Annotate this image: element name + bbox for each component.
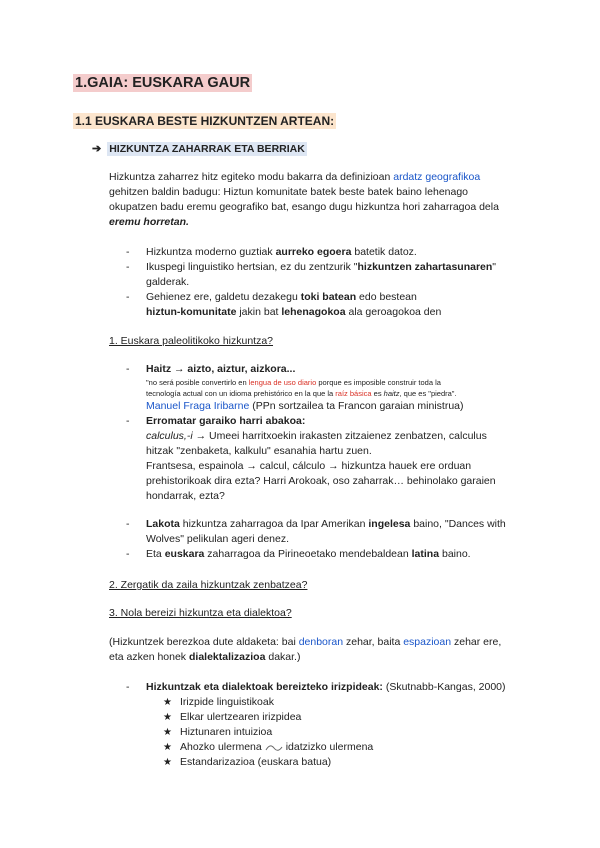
star-icon: ★ (163, 712, 172, 723)
criteria-sublist (163, 695, 373, 770)
list-item: - Eta euskara zaharragoa da Pirineoetako mendebaldean latina baino. (126, 547, 556, 562)
dialect-paragraph: (Hizkuntzek berezkoa dute aldaketa: bai denboran zehar, baita espazioan zehar ere, eta azken honek dialektalizazioa dakar.) (109, 636, 502, 663)
arrow-icon: ➔ (92, 143, 102, 155)
list-examples (126, 517, 556, 562)
list-item: ★ Elkar ulertzearen irizpidea (163, 711, 302, 723)
link-manuel-fraga[interactable]: Manuel Fraga Iribarne (146, 400, 250, 412)
question-1: 1. Euskara paleolitikoko hizkuntza? (109, 335, 274, 347)
list-item: - Gehienez ere, galdetu dezakegu toki batean edo bestean hiztun-komunitate jakin bat lehenagokoa ala geroagokoa den (126, 290, 556, 320)
subsection-label: HIZKUNTZA ZAHARRAK ETA BERRIAK (109, 143, 305, 155)
star-icon: ★ (163, 697, 172, 708)
list-item: - Ikuspegi linguistiko hertsian, ez du zentzurik "hizkuntzen zahartasunaren" galderak. (126, 260, 556, 290)
question-3: 3. Nola bereizi hizkuntza eta dialektoa? (109, 607, 292, 619)
star-icon: ★ (163, 742, 172, 753)
chapter-title: 1.GAIA: EUSKARA GAUR (75, 75, 251, 91)
criteria-list (126, 680, 556, 695)
list-item: ★ Irizpide linguistikoak (163, 696, 274, 708)
list-item-haitz: - Haitz → aizto, aiztur, aizkora... "no será posible convertirlo en lengua de uso diario porque es imposible construir toda la tecnología actual con un idioma prehistórico en la que la raíz básica es haitz, que es "piedra". Manuel Fraga Iribarne (PPn sortzailea ta Francon garaian ministrua) (126, 362, 556, 414)
list-item: - Lakota hizkuntza zaharragoa da Ipar Amerikan ingelesa baino, "Dances with Wolves" pelikulan ageri denez. (126, 517, 556, 547)
star-icon: ★ (163, 727, 172, 738)
link-ardatz-geografikoa[interactable]: ardatz geografikoa (393, 171, 481, 183)
list-item-criteria: - Hizkuntzak eta dialektoak bereizteko irizpideak: (Skutnabb-Kangas, 2000) (126, 680, 556, 695)
list-item: ★ Ahozko ulermena idatzizko ulermena (163, 741, 374, 753)
star-icon: ★ (163, 757, 172, 768)
wave-icon (265, 743, 283, 752)
list-item-abakoa: - Erromatar garaiko harri abakoa: calculus,-i → Umeei harritxoekin irakasten zitzaienez zenbatzen, calculus hitzak "zenbaketa, kalkulu" esanahia hartu zuen. Frantsesa, espainola → calcul, cálculo → hizkuntza hauek ere orduan prehistorikoak dira ezta? Harri Arokoak, oso zaharrak… behinolako garaien hondarrak, ezta? (126, 414, 556, 504)
list-item: - Hizkuntza moderno guztiak aurreko egoera batetik datoz. (126, 245, 556, 260)
intro-paragraph: Hizkuntza zaharrez hitz egiteko modu bakarra da definizioan ardatz geografikoa gehitzen baldin badugu: Hiztun komunitate batek beste batek baino lehenago okupatzen badu eremu geografiko bat, esango dugu hizkuntza hori zaharragoa dela eremu horretan. (109, 171, 499, 228)
list-item: ★ Estandarizazioa (euskara batua) (163, 756, 332, 768)
question-2: 2. Zergatik da zaila hizkuntzak zenbatzea? (109, 579, 308, 591)
list-paleolithic (126, 362, 556, 504)
list-modern-languages (126, 245, 556, 320)
section-title: 1.1 EUSKARA BESTE HIZKUNTZEN ARTEAN: (75, 114, 335, 128)
list-item: ★ Hiztunaren intuizioa (163, 726, 273, 738)
subsection-title (92, 142, 307, 156)
